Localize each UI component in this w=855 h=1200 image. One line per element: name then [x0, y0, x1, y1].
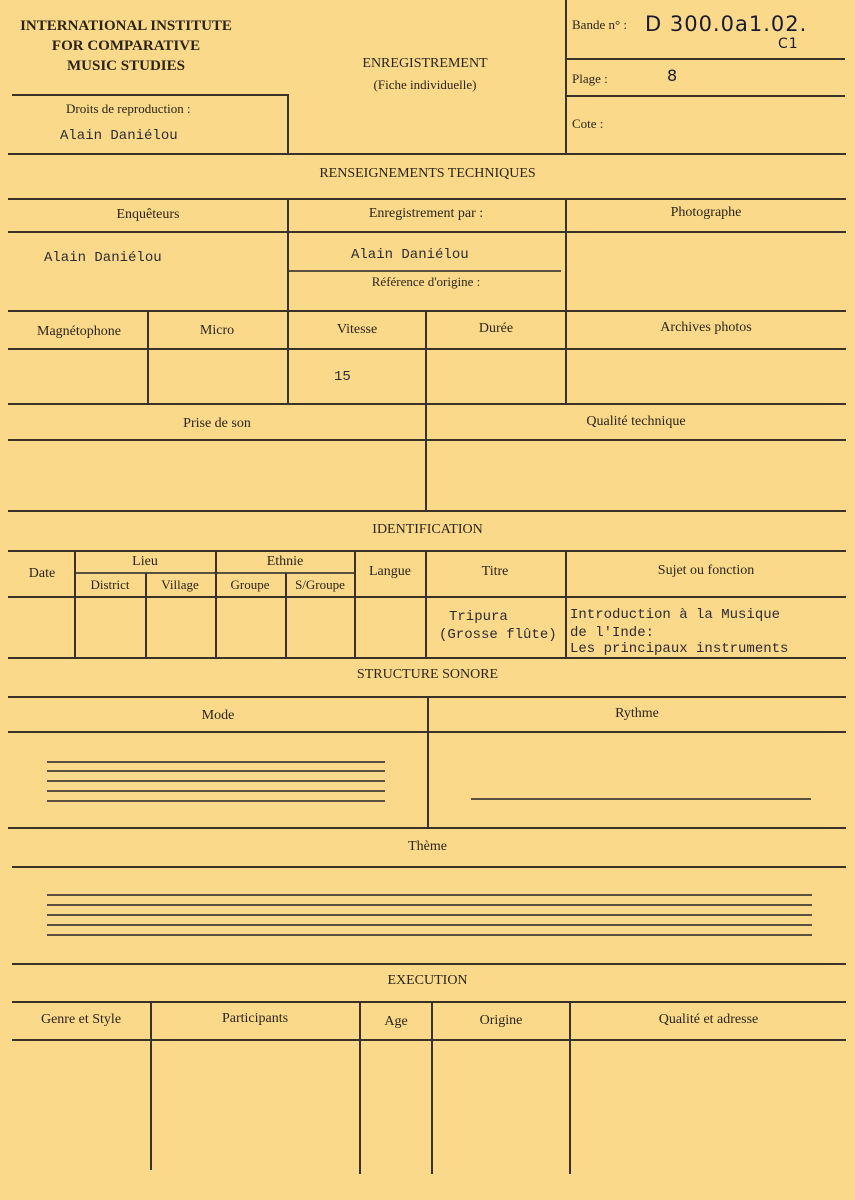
groupe-label: Groupe [230, 577, 270, 592]
execution-title: EXECUTION [387, 973, 468, 988]
magnetophone-label: Magnétophone [37, 324, 121, 339]
header-line-1 [567, 58, 845, 60]
technique-line-1 [8, 198, 846, 200]
technique-vline-2 [565, 199, 567, 311]
sujet-line-2: de l'Inde: [570, 625, 655, 641]
header-line-2 [567, 95, 845, 97]
droits-label: Droits de reproduction : [66, 101, 191, 116]
theme-staff-4 [47, 924, 812, 926]
reference-line [289, 270, 561, 272]
structure-title: STRUCTURE SONORE [356, 667, 499, 682]
sujet-line-3: Les principaux instruments [570, 641, 789, 657]
date-label: Date [28, 566, 56, 581]
reference-label: Référence d'origine : [371, 274, 481, 289]
archives-label: Archives photos [660, 320, 752, 335]
mode-line-5 [47, 800, 385, 802]
technique-line-5 [8, 403, 846, 405]
header-bottom-line [8, 153, 846, 155]
droits-value: Alain Daniélou [60, 128, 178, 144]
theme-staff-3 [47, 914, 812, 916]
titre-label: Titre [481, 564, 509, 579]
form-subtitle: (Fiche individuelle) [373, 77, 477, 92]
enregistrement-label: Enregistrement par : [368, 206, 484, 221]
vitesse-label: Vitesse [336, 322, 378, 337]
rythme-line [471, 798, 811, 800]
vitesse-value: 15 [334, 369, 351, 385]
ident-vline-3 [215, 551, 217, 657]
ident-vline-5 [354, 551, 356, 657]
ident-line-1 [8, 550, 846, 552]
form-title: ENREGISTREMENT [362, 56, 488, 71]
enqueteurs-label: Enquêteurs [116, 207, 180, 222]
tech-row-vline-1 [147, 311, 149, 403]
ident-vline-4 [285, 573, 287, 657]
theme-staff-1 [47, 894, 812, 896]
technique-title: RENSEIGNEMENTS TECHNIQUES [319, 166, 536, 181]
district-label: District [90, 577, 130, 592]
origine-label: Origine [479, 1013, 523, 1028]
ident-vline-2 [145, 573, 147, 657]
tech-row-vline-2 [287, 311, 289, 403]
structure-line-3 [8, 827, 846, 829]
ethnie-label: Ethnie [266, 554, 304, 569]
droits-right-line [287, 94, 289, 154]
structure-vline [427, 697, 429, 827]
mode-label: Mode [201, 708, 235, 723]
duree-label: Durée [478, 321, 514, 336]
bande-suffix: C1 [778, 36, 799, 52]
enregistrement-value: Alain Daniélou [351, 247, 469, 263]
technique-bottom-line [8, 510, 846, 512]
bande-value: D 300.0a1.02. [645, 12, 808, 36]
theme-staff-5 [47, 934, 812, 936]
exec-vline-2 [359, 1002, 361, 1174]
titre-line-1: Tripura [449, 609, 508, 625]
institute-line-3: MUSIC STUDIES [67, 58, 185, 74]
exec-vline-4 [569, 1002, 571, 1174]
identification-title: IDENTIFICATION [372, 522, 483, 537]
execution-line-2 [12, 1039, 846, 1041]
mode-line-1 [47, 761, 385, 763]
qualite-adresse-label: Qualité et adresse [658, 1012, 759, 1027]
header-divider [565, 0, 567, 153]
sujet-label: Sujet ou fonction [657, 563, 755, 578]
institute-line-2: FOR COMPARATIVE [51, 38, 201, 54]
technique-vline-1 [287, 199, 289, 311]
structure-bottom-line [12, 963, 846, 965]
technique-line-4 [8, 348, 846, 350]
tech-row-vline-3 [425, 311, 427, 403]
lieu-label: Lieu [132, 554, 158, 569]
photographe-label: Photographe [670, 205, 742, 220]
sgroupe-label: S/Groupe [295, 577, 345, 592]
cote-label: Cote : [572, 116, 604, 131]
tech-row-vline-4 [565, 311, 567, 403]
bande-label: Bande n° : [572, 17, 628, 32]
micro-label: Micro [199, 323, 235, 338]
mode-line-4 [47, 790, 385, 792]
prise-vline [425, 404, 427, 510]
prise-label: Prise de son [183, 416, 251, 431]
theme-staff-2 [47, 904, 812, 906]
genre-label: Genre et Style [40, 1012, 122, 1027]
technique-line-6 [8, 439, 846, 441]
institute-line-1: INTERNATIONAL INSTITUTE [20, 18, 232, 34]
theme-label: Thème [408, 839, 447, 854]
qualite-technique-label: Qualité technique [586, 414, 686, 429]
plage-label: Plage : [572, 71, 608, 86]
ident-vline-7 [565, 551, 567, 657]
plage-value: 8 [667, 66, 679, 85]
technique-line-2 [8, 231, 846, 233]
langue-label: Langue [369, 564, 411, 579]
sujet-line-1: Introduction à la Musique [570, 607, 781, 623]
mode-line-2 [47, 770, 385, 772]
technique-line-3 [8, 310, 846, 312]
ident-bottom-line [8, 657, 846, 659]
mode-line-3 [47, 780, 385, 782]
village-label: Village [161, 577, 199, 592]
exec-vline-1 [150, 1002, 152, 1170]
participants-label: Participants [221, 1011, 289, 1026]
exec-vline-3 [431, 1002, 433, 1174]
rythme-label: Rythme [615, 706, 659, 721]
enqueteurs-value: Alain Daniélou [44, 250, 162, 266]
ident-vline-6 [425, 551, 427, 657]
ident-line-2 [8, 596, 846, 598]
institute-name [8, 16, 244, 76]
droits-top-line [12, 94, 288, 96]
execution-line-1 [12, 1001, 846, 1003]
theme-line-top [12, 866, 846, 868]
titre-line-2: (Grosse flûte) [439, 627, 557, 643]
ident-vline-1 [74, 551, 76, 657]
age-label: Age [384, 1014, 408, 1029]
